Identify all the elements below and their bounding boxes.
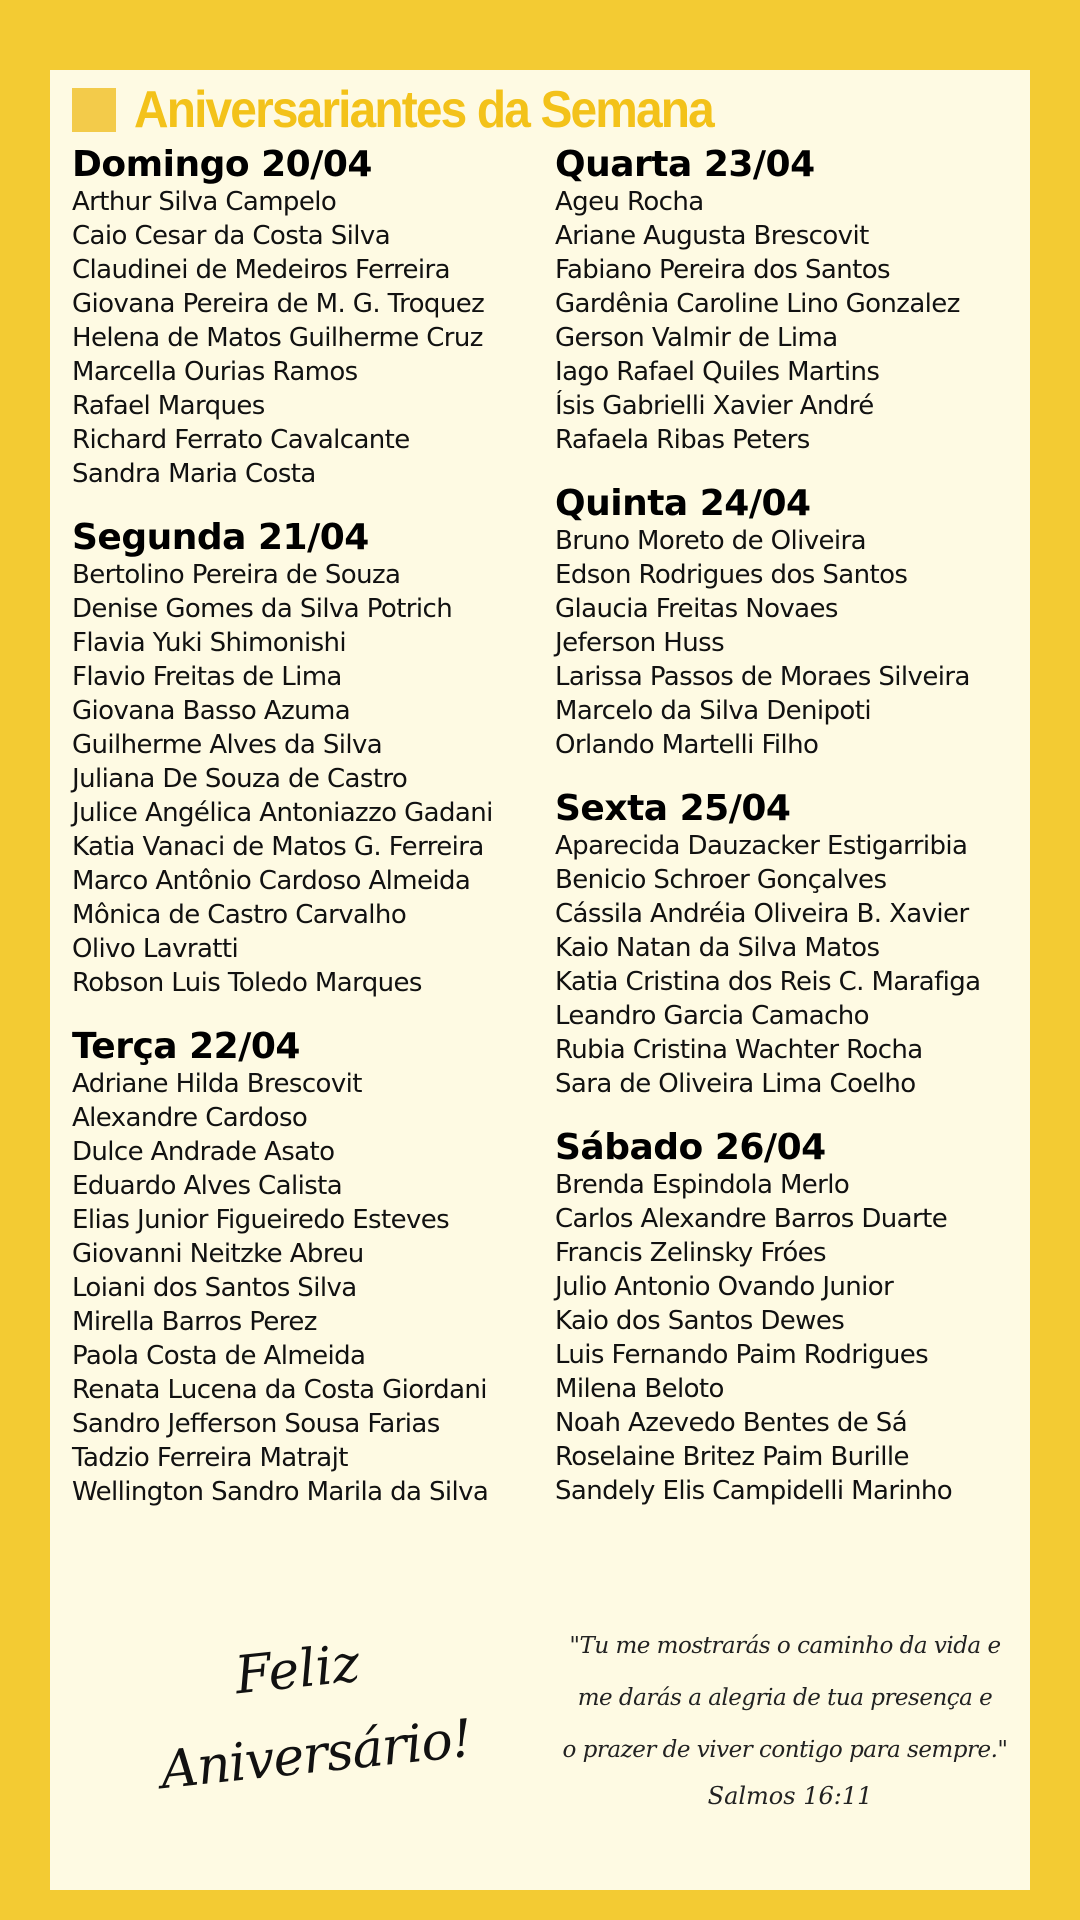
names-list [72,185,542,491]
person-name: Cássila Andréia Oliveira B. Xavier [555,899,969,929]
person-name: Marcella Ourias Ramos [72,357,358,387]
person-name: Renata Lucena da Costa Giordani [72,1375,487,1405]
names-list [555,829,1025,1101]
person-name: Orlando Martelli Filho [555,730,819,760]
person-name: Mirella Barros Perez [72,1307,317,1337]
person-name: Arthur Silva Campelo [72,187,337,217]
birthday-signature [157,1620,480,1840]
day-title: Quinta 24/04 [555,483,811,524]
day-title: Domingo 20/04 [72,144,372,185]
day-section [72,145,542,491]
day-title: Segunda 21/04 [72,517,369,558]
day-title: Terça 22/04 [72,1026,300,1067]
person-name: Elias Junior Figueiredo Esteves [72,1205,450,1235]
person-name: Luis Fernando Paim Rodrigues [555,1340,929,1370]
person-name: Dulce Andrade Asato [72,1137,335,1167]
person-name: Francis Zelinsky Fróes [555,1238,826,1268]
person-name: Sandro Jefferson Sousa Farias [72,1409,440,1439]
person-name: Sara de Oliveira Lima Coelho [555,1069,916,1099]
day-section [555,1128,1025,1508]
names-list [555,1168,1025,1508]
person-name: Benicio Schroer Gonçalves [555,865,887,895]
person-name: Paola Costa de Almeida [72,1341,366,1371]
person-name: Julio Antonio Ovando Junior [555,1272,894,1302]
person-name: Ariane Augusta Brescovit [555,221,869,251]
person-name: Loiani dos Santos Silva [72,1273,357,1303]
person-name: Carlos Alexandre Barros Duarte [555,1204,948,1234]
person-name: Rubia Cristina Wachter Rocha [555,1035,923,1065]
person-name: Rafaela Ribas Peters [555,425,810,455]
person-name: Eduardo Alves Calista [72,1171,343,1201]
header [72,82,763,138]
names-list [555,185,1025,457]
person-name: Gardênia Caroline Lino Gonzalez [555,289,960,319]
person-name: Ísis Gabrielli Xavier André [555,391,874,421]
person-name: Bertolino Pereira de Souza [72,560,401,590]
day-section [72,1027,542,1509]
person-name: Edson Rodrigues dos Santos [555,560,908,590]
person-name: Juliana De Souza de Castro [72,764,408,794]
person-name: Marcelo da Silva Denipoti [555,696,871,726]
person-name: Sandely Elis Campidelli Marinho [555,1476,953,1506]
person-name: Katia Vanaci de Matos G. Ferreira [72,832,484,862]
person-name: Glaucia Freitas Novaes [555,594,838,624]
person-name: Tadzio Ferreira Matrajt [72,1443,348,1473]
person-name: Iago Rafael Quiles Martins [555,357,880,387]
person-name: Jeferson Huss [555,628,725,658]
card [50,70,1030,1890]
person-name: Alexandre Cardoso [72,1103,308,1133]
person-name: Aparecida Dauzacker Estigarribia [555,831,968,861]
person-name: Kaio dos Santos Dewes [555,1306,845,1336]
left-column [72,145,542,1536]
person-name: Noah Azevedo Bentes de Sá [555,1408,908,1438]
person-name: Katia Cristina dos Reis C. Marafiga [555,967,981,997]
person-name: Marco Antônio Cardoso Almeida [72,866,471,896]
person-name: Leandro Garcia Camacho [555,1001,869,1031]
names-list [555,524,1025,762]
person-name: Guilherme Alves da Silva [72,730,383,760]
quote-line: me darás a alegria de tua presença e [577,1685,993,1711]
person-name: Gerson Valmir de Lima [555,323,838,353]
person-name: Flavia Yuki Shimonishi [72,628,347,658]
names-list [72,558,542,1000]
day-section [555,484,1025,762]
person-name: Giovana Basso Azuma [72,696,351,726]
person-name: Larissa Passos de Moraes Silveira [555,662,970,692]
person-name: Helena de Matos Guilherme Cruz [72,323,483,353]
person-name: Giovanni Neitzke Abreu [72,1239,364,1269]
day-section [72,518,542,1000]
person-name: Roselaine Britez Paim Burille [555,1442,909,1472]
day-section [555,145,1025,457]
person-name: Ageu Rocha [555,187,704,217]
right-column [555,145,1025,1535]
day-title: Quarta 23/04 [555,144,815,185]
person-name: Sandra Maria Costa [72,459,316,489]
page-title: Aniversariantes da Semana [134,81,713,139]
header-square-icon [72,88,116,132]
person-name: Milena Beloto [555,1374,724,1404]
person-name: Adriane Hilda Brescovit [72,1069,362,1099]
person-name: Kaio Natan da Silva Matos [555,933,880,963]
signature-line-2: Aniversário! [157,1708,475,1802]
person-name: Olivo Lavratti [72,934,239,964]
day-section [555,789,1025,1101]
day-title: Sábado 26/04 [555,1127,826,1168]
quote-reference: Salmos 16:11 [707,1782,873,1810]
person-name: Rafael Marques [72,391,265,421]
person-name: Bruno Moreto de Oliveira [555,526,866,556]
person-name: Brenda Espindola Merlo [555,1170,850,1200]
day-title: Sexta 25/04 [555,788,791,829]
quote-line: "Tu me mostrarás o caminho da vida e [569,1633,1001,1659]
person-name: Fabiano Pereira dos Santos [555,255,890,285]
person-name: Julice Angélica Antoniazzo Gadani [72,798,493,828]
person-name: Mônica de Castro Carvalho [72,900,407,930]
quote-line: o prazer de viver contigo para sempre." [562,1737,1008,1763]
person-name: Caio Cesar da Costa Silva [72,221,391,251]
person-name: Robson Luis Toledo Marques [72,968,422,998]
person-name: Richard Ferrato Cavalcante [72,425,410,455]
person-name: Claudinei de Medeiros Ferreira [72,255,450,285]
person-name: Flavio Freitas de Lima [72,662,342,692]
person-name: Denise Gomes da Silva Potrich [72,594,453,624]
signature-line-1: Feliz [232,1633,363,1707]
names-list [72,1067,542,1509]
person-name: Giovana Pereira de M. G. Troquez [72,289,485,319]
bible-quote [555,1620,1015,1816]
person-name: Wellington Sandro Marila da Silva [72,1477,489,1507]
